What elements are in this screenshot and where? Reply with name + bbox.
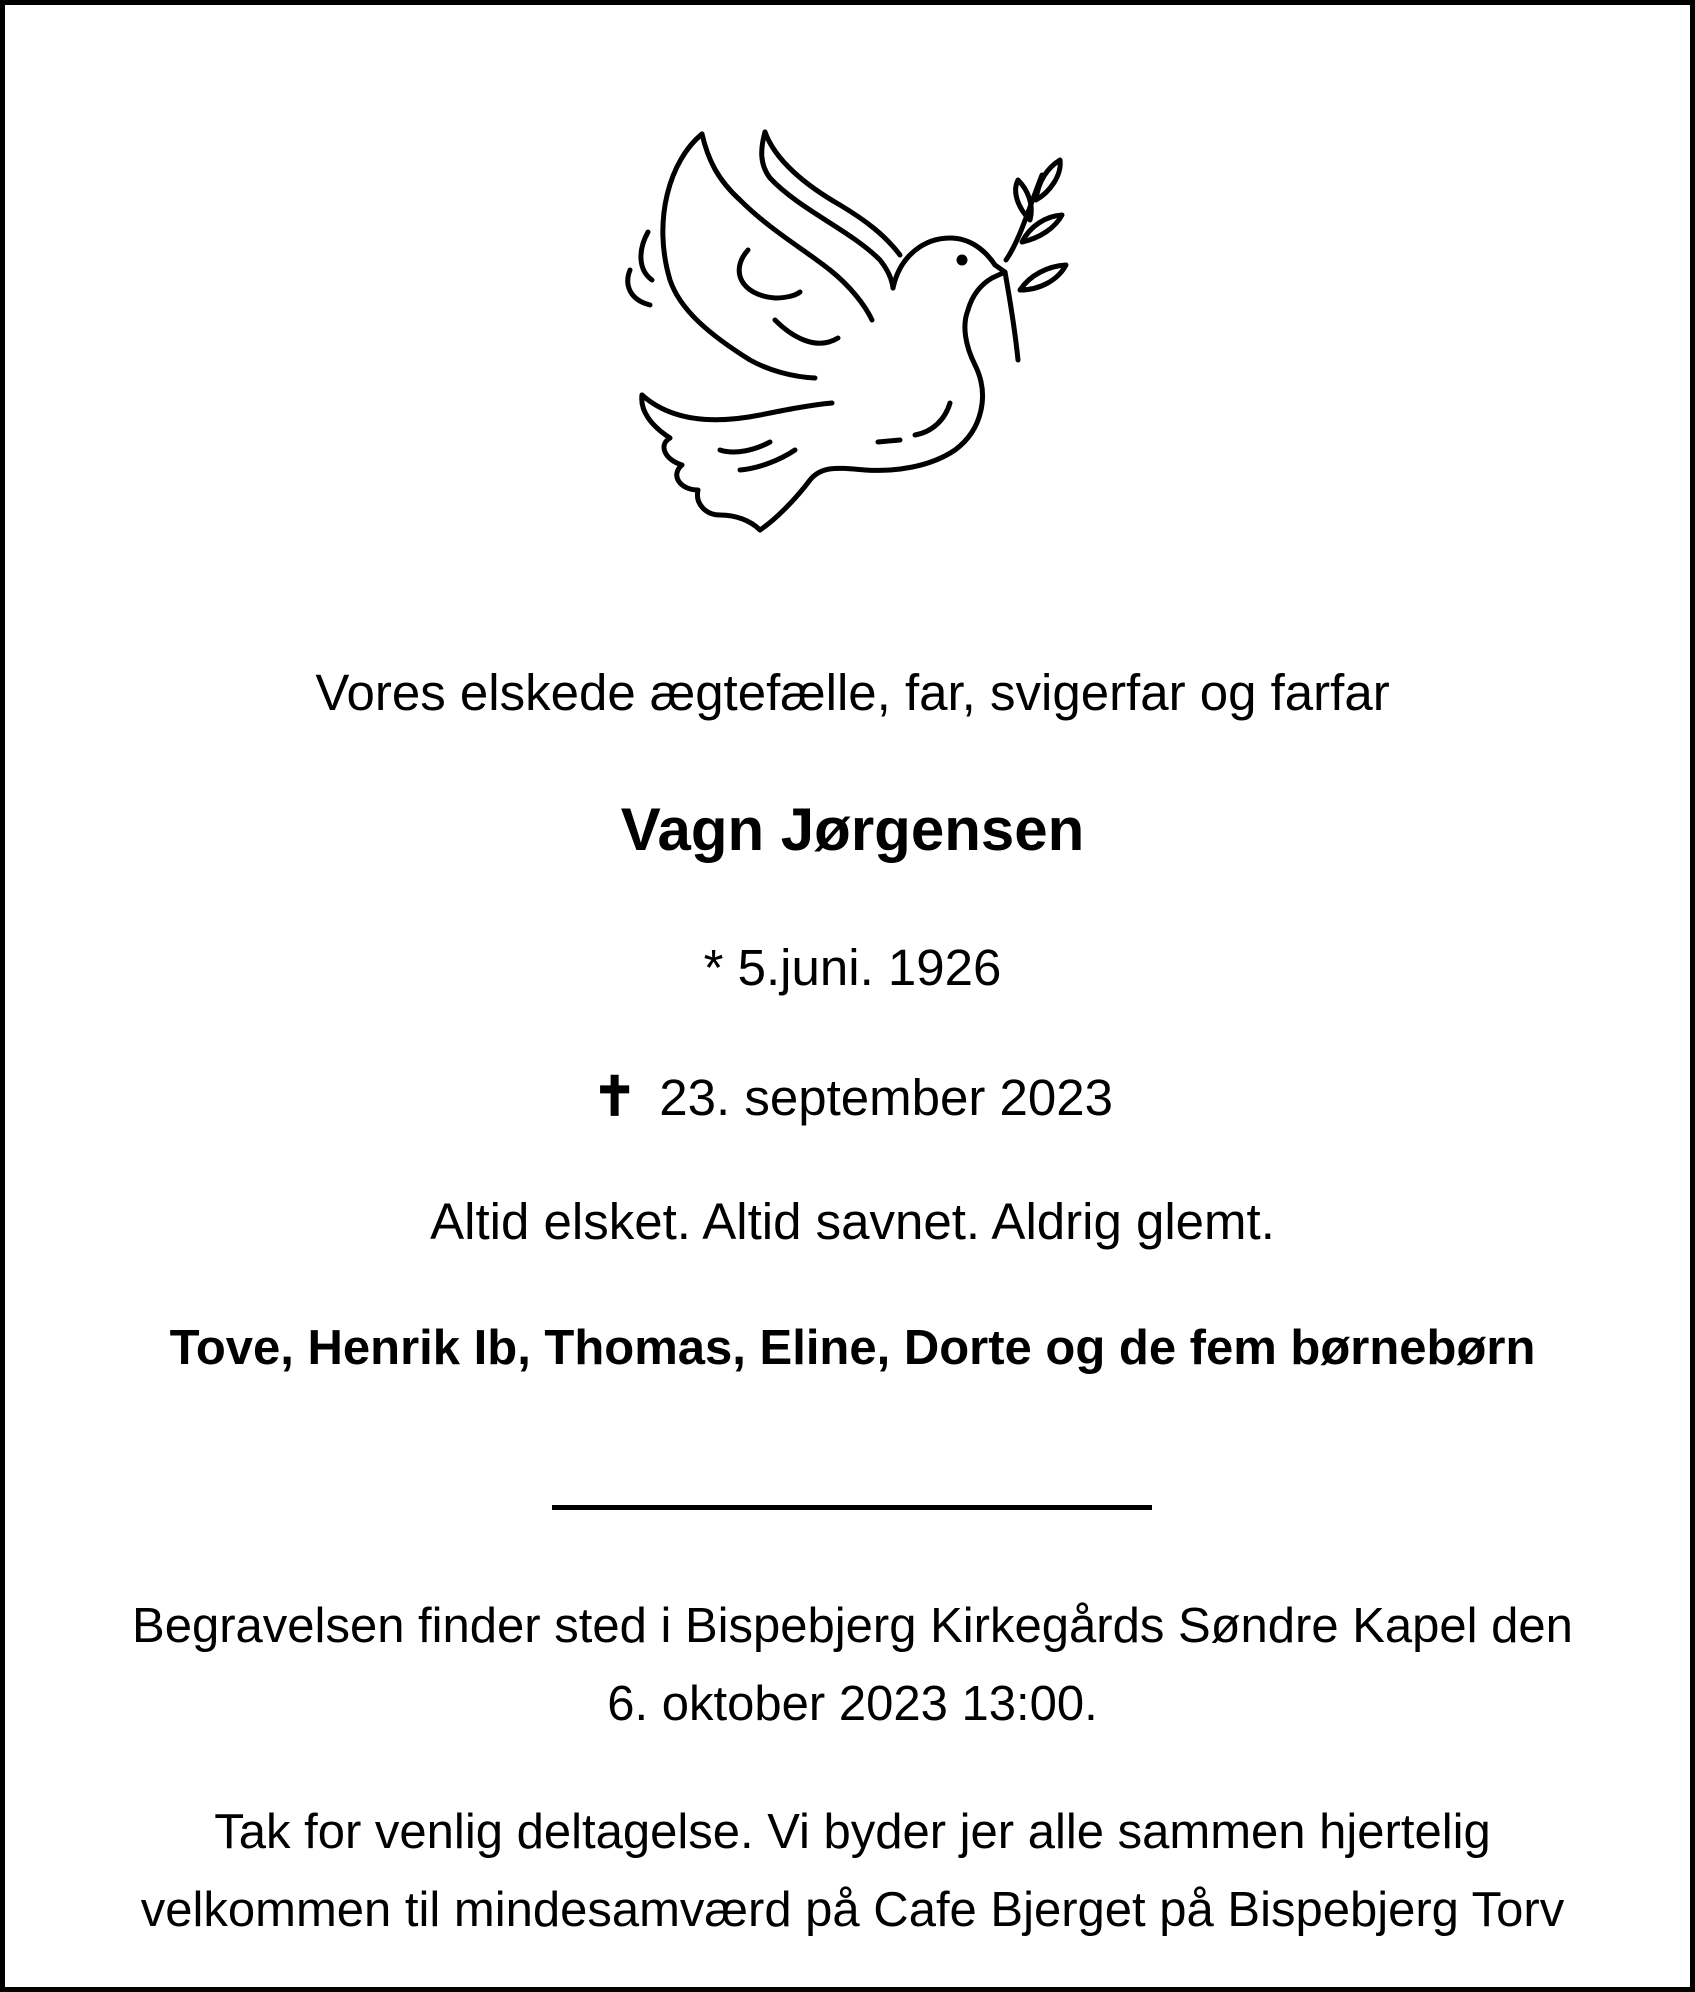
birth-date: * 5.juni. 1926 — [703, 939, 1002, 996]
dove-icon — [610, 120, 1090, 540]
intro-text: Vores elskede ægtefælle, far, svigerfar og farfar — [315, 664, 1390, 721]
funeral-line-1: Begravelsen finder sted i Bispebjerg Kirkegårds Søndre Kapel den — [132, 1599, 1573, 1653]
death-date: 23. september 2023 — [659, 1069, 1113, 1126]
divider — [552, 1505, 1152, 1510]
deceased-name: Vagn Jørgensen — [620, 796, 1085, 863]
funeral-line-2: 6. oktober 2023 13:00. — [607, 1677, 1098, 1731]
cross-icon: ✝ — [592, 1067, 638, 1127]
funeral-info — [25, 1587, 1680, 1743]
thanks-line-1: Tak for venlig deltagelse. Vi byder jer alle sammen hjertelig — [214, 1805, 1491, 1859]
memorial-motto: Altid elsket. Altid savnet. Aldrig glemt. — [430, 1193, 1275, 1250]
death-date-row — [5, 1065, 1695, 1128]
family-signature: Tove, Henrik Ib, Thomas, Eline, Dorte og de fem børnebørn — [169, 1321, 1536, 1375]
thanks-line-2: velkommen til mindesamværd på Cafe Bjerget på Bispebjerg Torv — [140, 1883, 1565, 1937]
thanks-info — [25, 1793, 1680, 1949]
